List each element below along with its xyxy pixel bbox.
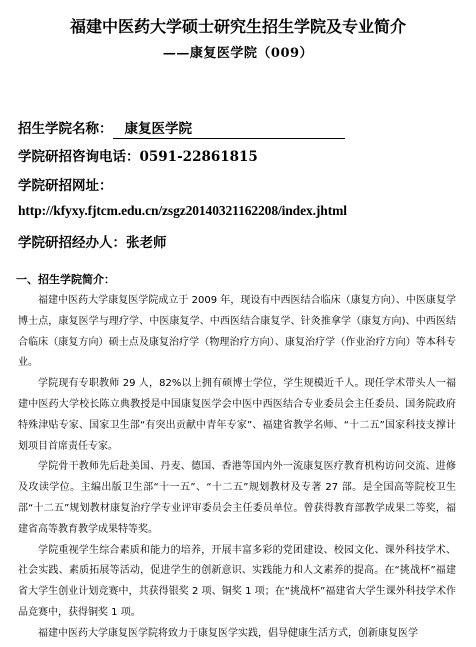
contact-row bbox=[18, 231, 167, 251]
contact-value: 张老师 bbox=[126, 235, 167, 251]
document-subtitle: ——康复医学院（009） bbox=[162, 46, 314, 61]
college-name-value: 康复医学院 bbox=[113, 122, 345, 139]
paragraph: 福建中医药大学康复医学院将致力于康复医学实践，倡导健康生活方式，创新康复医学 bbox=[38, 627, 418, 639]
website-label: 学院研招网址： bbox=[18, 178, 113, 194]
contact-label: 学院研招经办人： bbox=[18, 235, 126, 251]
section-title: 一、招生学院简介： bbox=[16, 273, 115, 286]
paragraph: 学院骨干教师先后赴美国、丹麦、德国、香港等国内外一流康复医疗教育机构访问交流、进修及攻读学位。主编出版卫生部“十一五”、“十二五”规划教材及专著 27 部。是全国高等院校卫生部“十二五”规划教材康复治疗学专业评审委员会主任委员单位。曾获得教育部教学成果二等奖，福建省高等教育教学成果特等奖。 bbox=[18, 461, 456, 535]
phone-row bbox=[18, 145, 258, 165]
paragraph: 福建中医药大学康复医学院成立于 2009 年，现设有中西医结合临床（康复方向）、中医康复学博士点，康复医学与理疗学、中医康复学、中西医结合康复学、针灸推拿学（康复方向)、中西医结合临床（康复方向）硕士点及康复治疗学（物理治疗方向）、康复治疗学（作业治疗方向）等本科专业。 bbox=[18, 295, 456, 369]
college-name-row bbox=[18, 117, 345, 139]
intro-body bbox=[18, 291, 456, 645]
phone-value: 0591-22861815 bbox=[139, 149, 258, 165]
document-title: 福建中医药大学硕士研究生招生学院及专业简介 bbox=[69, 17, 406, 36]
website-url[interactable]: http://kfyxy.fjtcm.edu.cn/zsgz20140321162208/index.jhtml bbox=[18, 203, 347, 218]
phone-label: 学院研招咨询电话： bbox=[18, 149, 140, 165]
paragraph: 学院重视学生综合素质和能力的培养，开展丰富多彩的党团建设、校园文化、课外科技学术、社会实践、素质拓展等活动，促进学生的创新意识、实践能力和人文素养的提高。在“挑战杯”福建省大学生创业计划竞赛中，共获得银奖 2 项、铜奖 1 项；在“挑战杯”福建省大学生课外科技学术作品竞赛中，获得铜奖 1 项。 bbox=[18, 544, 456, 618]
college-name-label: 招生学院名称： bbox=[18, 121, 113, 137]
paragraph: 学院现有专职教师 29 人，82%以上拥有硕博士学位，学生规模近千人。现任学术带头人一福建中医药大学校长陈立典教授是中国康复医学会中医中西医结合专业委员会主任委员、国务院政府特殊津贴专家、国家卫生部“有突出贡献中青年专家”、福建省教学名师、“十二五”国家科技支撑计划项目首席责任专家。 bbox=[18, 378, 456, 452]
